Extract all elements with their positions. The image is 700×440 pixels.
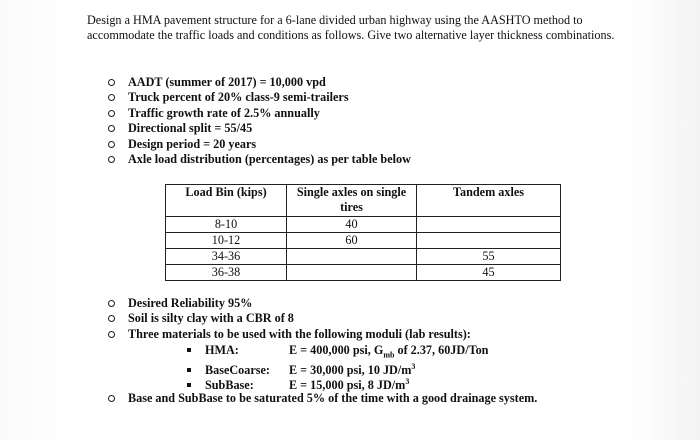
circle-bullet-icon (108, 395, 115, 402)
table-row (166, 217, 561, 233)
material-item-basecoarse (185, 363, 488, 378)
table-cell: 36-38 (166, 265, 287, 281)
circle-bullet-icon (108, 331, 115, 338)
materials-list (185, 343, 488, 394)
list-item (108, 391, 537, 406)
circle-bullet-icon (108, 94, 115, 101)
circle-bullet-icon (108, 300, 115, 307)
list-item (108, 75, 411, 90)
drainage-note-list (108, 391, 537, 406)
axle-load-table (165, 184, 561, 281)
material-name: HMA: (205, 343, 239, 357)
list-item (108, 121, 411, 136)
table-cell: 34-36 (166, 249, 287, 265)
condition-design-period: Design period = 20 years (128, 136, 257, 151)
table-cell: 55 (417, 249, 561, 265)
requirement-materials: Three materials to be used with the following moduli (lab results): (128, 326, 471, 341)
list-item (108, 90, 411, 105)
circle-bullet-icon (108, 141, 115, 148)
material-item-hma (185, 343, 488, 363)
requirement-soil: Soil is silty clay with a CBR of 8 (128, 311, 294, 326)
condition-directional-split: Directional split = 55/45 (128, 121, 253, 136)
design-requirements-list (108, 296, 471, 342)
circle-bullet-icon (108, 79, 115, 86)
drainage-note: Base and SubBase to be saturated 5% of the time with a good drainage system. (128, 391, 538, 405)
material-value-suffix: of 2.37, 60JD/Ton (394, 343, 489, 357)
table-cell (417, 233, 561, 249)
material-value: E = 400,000 psi, G (289, 343, 384, 357)
material-superscript: 3 (411, 361, 416, 371)
table-cell (287, 249, 417, 265)
material-superscript: 3 (405, 377, 410, 387)
table-cell: 60 (287, 233, 417, 249)
circle-bullet-icon (108, 125, 115, 132)
material-value: E = 15,000 psi, 8 JD/m (289, 378, 406, 393)
circle-bullet-icon (108, 110, 115, 117)
table-row (166, 233, 561, 249)
material-value: E = 30,000 psi, 10 JD/m (289, 362, 412, 377)
list-item (108, 327, 471, 342)
column-header-tandem-axles: Tandem axles (417, 185, 561, 217)
square-bullet-icon (187, 383, 191, 387)
column-header-single-axles: Single axles on single tires (287, 185, 417, 217)
table-cell: 40 (287, 217, 417, 233)
table-cell (287, 265, 417, 281)
list-item (108, 311, 471, 326)
traffic-conditions-list (108, 75, 411, 167)
material-subscript: mb (383, 350, 395, 360)
condition-aadt: AADT (summer of 2017) = 10,000 vpd (128, 75, 326, 89)
requirement-reliability: Desired Reliability 95% (128, 296, 253, 310)
material-name: BaseCoarse: (205, 362, 270, 377)
material-name: SubBase: (205, 378, 254, 393)
list-item (108, 137, 411, 152)
list-item (108, 296, 471, 311)
table-cell (417, 217, 561, 233)
problem-statement: Design a HMA pavement structure for a 6-lane divided urban highway using the AASHTO method to accommodate the traffic loads and conditions as follows. Give two alternative layer thickness combinations. (87, 13, 615, 43)
table-header-row (166, 185, 561, 217)
condition-axle-load: Axle load distribution (percentages) as per table below (128, 152, 411, 167)
table-cell: 10-12 (166, 233, 287, 249)
list-item (108, 152, 411, 167)
column-header-load-bin: Load Bin (kips) (166, 185, 287, 217)
square-bullet-icon (187, 368, 191, 372)
table-cell: 8-10 (166, 217, 287, 233)
table-row (166, 265, 561, 281)
condition-truck-percent: Truck percent of 20% class-9 semi-trailers (128, 90, 349, 105)
circle-bullet-icon (108, 156, 115, 163)
square-bullet-icon (187, 348, 191, 352)
list-item (108, 106, 411, 121)
condition-growth-rate: Traffic growth rate of 2.5% annually (128, 105, 320, 120)
circle-bullet-icon (108, 315, 115, 322)
table-row (166, 249, 561, 265)
table-cell: 45 (417, 265, 561, 281)
